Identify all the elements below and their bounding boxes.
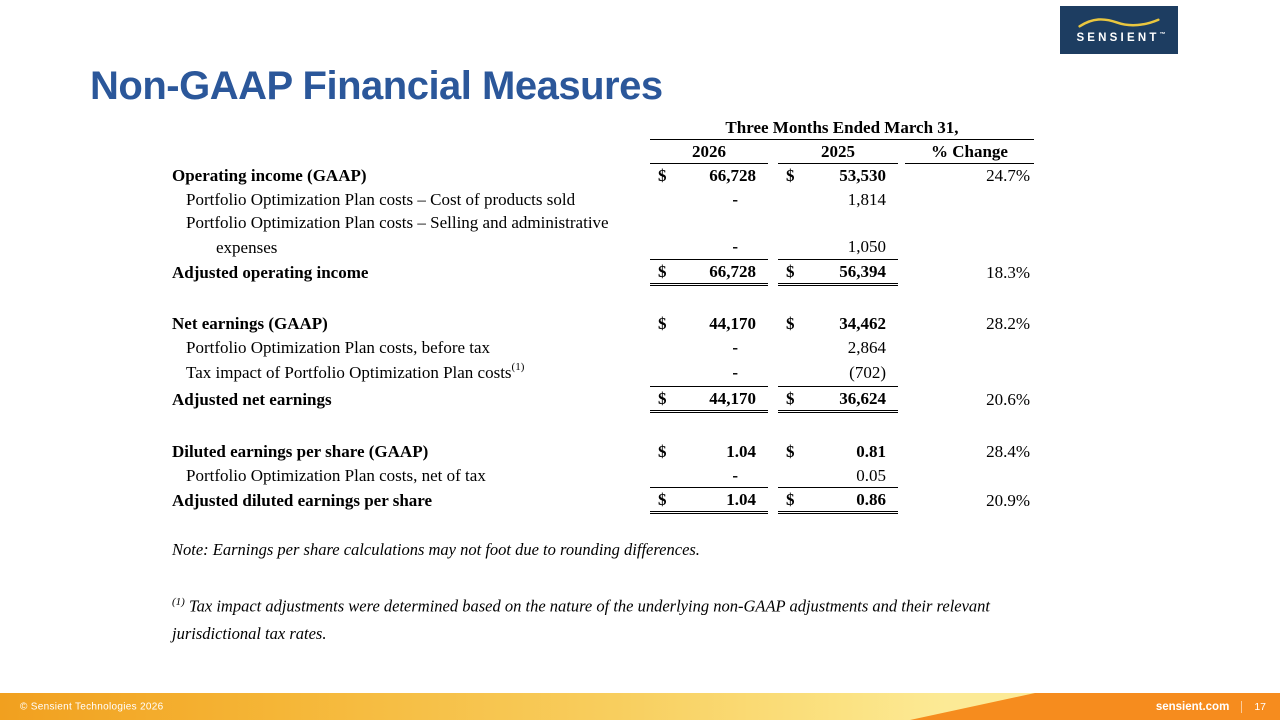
value-2026: 1.04 xyxy=(726,489,756,509)
value-2026: - xyxy=(732,189,738,209)
value-group-2025 xyxy=(778,336,898,359)
pct-change: 20.6% xyxy=(986,390,1030,409)
dollar-sign: $ xyxy=(658,314,667,333)
table-row-adjusted-diluted-eps xyxy=(172,488,1034,514)
dollar-sign xyxy=(778,235,804,259)
rounding-note: Note: Earnings per share calculations may not foot due to rounding differences. xyxy=(172,540,700,559)
row-label: Adjusted operating income xyxy=(172,263,369,282)
row-label: Portfolio Optimization Plan costs – Selling and administrative xyxy=(186,213,609,232)
column-header-2026: 2026 xyxy=(650,140,768,164)
row-label: Diluted earnings per share (GAAP) xyxy=(172,442,429,461)
dollar-sign xyxy=(650,336,676,359)
column-header-pct-change: % Change xyxy=(905,140,1034,164)
table-row-diluted-eps-gaap xyxy=(172,440,1034,464)
dollar-sign: $ xyxy=(786,442,795,461)
pct-change: 20.9% xyxy=(986,491,1030,510)
value-2025: 0.81 xyxy=(856,442,886,461)
page-title: Non-GAAP Financial Measures xyxy=(90,64,663,108)
value-group-2025 xyxy=(778,235,898,260)
dollar-sign xyxy=(778,188,804,211)
dollar-sign xyxy=(650,235,676,259)
value-2025: 0.05 xyxy=(856,465,886,485)
value-group-2025 xyxy=(778,440,898,464)
website-link: sensient.com xyxy=(1155,700,1230,713)
value-2025: 1,814 xyxy=(847,189,886,209)
value-group-2025 xyxy=(778,488,898,514)
table-row-adjusted-operating-income xyxy=(172,260,1034,286)
dollar-sign: $ xyxy=(786,314,795,333)
logo-brand-text xyxy=(1072,32,1165,44)
trademark-symbol: ™ xyxy=(1159,32,1166,39)
pct-change xyxy=(905,235,1034,260)
footer-band xyxy=(0,693,1280,720)
value-group-2025 xyxy=(778,211,898,235)
dollar-sign xyxy=(778,336,804,359)
value-group-2026 xyxy=(650,359,768,387)
sensient-logo xyxy=(1060,6,1178,54)
value-2026: 1.04 xyxy=(726,442,756,461)
value-2025: 0.86 xyxy=(856,489,886,509)
value-group-2025 xyxy=(778,188,898,211)
value-2026: 66,728 xyxy=(709,261,756,281)
value-group-2025 xyxy=(778,260,898,286)
row-label: Portfolio Optimization Plan costs, before tax xyxy=(186,337,491,357)
value-2025: 53,530 xyxy=(839,166,886,185)
value-group-2025 xyxy=(778,387,898,413)
dollar-sign xyxy=(650,464,676,487)
dollar-sign xyxy=(650,211,676,235)
dollar-sign: $ xyxy=(658,442,667,461)
value-group-2026 xyxy=(650,464,768,488)
dollar-sign xyxy=(778,359,804,386)
value-group-2026 xyxy=(650,164,768,188)
dollar-sign: $ xyxy=(786,489,795,509)
value-2025: 2,864 xyxy=(847,337,886,357)
pct-change xyxy=(905,464,1034,488)
row-label: Operating income (GAAP) xyxy=(172,166,367,185)
table-row-operating-income-gaap xyxy=(172,164,1034,188)
dollar-sign: $ xyxy=(658,489,667,509)
footnote-text: Tax impact adjustments were determined based on the nature of the underlying non-GAAP adjustments and their relevant jurisdictional tax rates. xyxy=(172,596,991,643)
value-group-2026 xyxy=(650,188,768,211)
dollar-sign: $ xyxy=(786,388,795,408)
value-group-2026 xyxy=(650,440,768,464)
pct-change xyxy=(905,188,1034,211)
copyright-text: © Sensient Technologies 2026 xyxy=(20,701,164,712)
value-2025: 36,624 xyxy=(839,388,886,408)
row-label: expenses xyxy=(216,237,278,257)
row-label-text: Tax impact of Portfolio Optimization Plan costs xyxy=(186,363,512,382)
pct-change: 24.7% xyxy=(986,166,1030,185)
column-header-2025: 2025 xyxy=(778,140,898,164)
table-row-pop-selling-admin xyxy=(172,211,1034,235)
dollar-sign: $ xyxy=(658,261,667,281)
pct-change xyxy=(905,336,1034,359)
value-group-2026 xyxy=(650,336,768,359)
value-2025: 56,394 xyxy=(839,261,886,281)
table-row-pop-net-of-tax xyxy=(172,464,1034,488)
value-2026: - xyxy=(732,465,738,485)
dollar-sign: $ xyxy=(658,166,667,185)
value-group-2025 xyxy=(778,312,898,336)
value-2025: 1,050 xyxy=(847,237,886,256)
value-2026: - xyxy=(732,362,738,382)
row-label: Tax impact of Portfolio Optimization Plan costs $^{(1)}$ xyxy=(186,361,525,382)
footnote-marker: (1) xyxy=(172,596,185,608)
dollar-sign: $ xyxy=(786,261,795,281)
value-group-2026 xyxy=(650,387,768,413)
value-group-2026 xyxy=(650,488,768,514)
dollar-sign: $ xyxy=(786,166,795,185)
value-2026: - xyxy=(732,337,738,357)
footer-right-group xyxy=(1156,693,1266,720)
value-2026: 66,728 xyxy=(709,166,756,185)
value-group-2026 xyxy=(650,211,768,235)
value-group-2026 xyxy=(650,312,768,336)
value-2025: 34,462 xyxy=(839,314,886,333)
table-period-header: Three Months Ended March 31, xyxy=(650,116,1034,140)
dollar-sign xyxy=(778,464,804,487)
logo-wordmark: SENSIENT xyxy=(1076,32,1160,44)
table-row-adjusted-net-earnings xyxy=(172,387,1034,413)
dollar-sign xyxy=(778,211,804,235)
row-label: Net earnings (GAAP) xyxy=(172,314,328,333)
table-row-expenses xyxy=(172,235,1034,260)
pct-change: 28.2% xyxy=(986,314,1030,333)
financial-table xyxy=(172,116,1034,514)
footnote-1 xyxy=(172,589,1020,647)
section-spacer xyxy=(172,413,1034,440)
table-row-net-earnings-gaap xyxy=(172,312,1034,336)
value-2025 xyxy=(804,211,898,235)
table-row-pop-cost-of-products xyxy=(172,188,1034,211)
header-spacer xyxy=(172,140,650,164)
footer-divider xyxy=(1241,701,1242,713)
value-2026: 44,170 xyxy=(709,388,756,408)
pct-change: 28.4% xyxy=(986,442,1030,461)
value-2026: 44,170 xyxy=(709,314,756,333)
dollar-sign xyxy=(650,359,676,386)
row-label: Adjusted diluted earnings per share xyxy=(172,491,433,510)
pct-change xyxy=(905,359,1034,387)
value-2026: - xyxy=(732,237,738,256)
pct-change: 18.3% xyxy=(986,263,1030,282)
value-group-2026 xyxy=(650,260,768,286)
table-column-headers xyxy=(172,140,1034,164)
page-number: 17 xyxy=(1254,700,1266,713)
value-group-2025 xyxy=(778,359,898,387)
dollar-sign xyxy=(650,188,676,211)
value-2025: (702) xyxy=(849,362,886,382)
row-label: Portfolio Optimization Plan costs – Cost of products sold xyxy=(186,189,576,209)
value-group-2026 xyxy=(650,235,768,260)
row-label: Portfolio Optimization Plan costs, net of tax xyxy=(186,466,486,485)
table-row-pop-before-tax xyxy=(172,336,1034,359)
table-row-tax-impact xyxy=(172,359,1034,387)
swoosh-icon xyxy=(1074,16,1164,31)
row-label: Adjusted net earnings xyxy=(172,390,332,409)
value-group-2025 xyxy=(778,464,898,488)
pct-change xyxy=(905,211,1034,235)
value-2026 xyxy=(676,211,768,235)
dollar-sign: $ xyxy=(658,388,667,408)
section-spacer xyxy=(172,286,1034,312)
value-group-2025 xyxy=(778,164,898,188)
